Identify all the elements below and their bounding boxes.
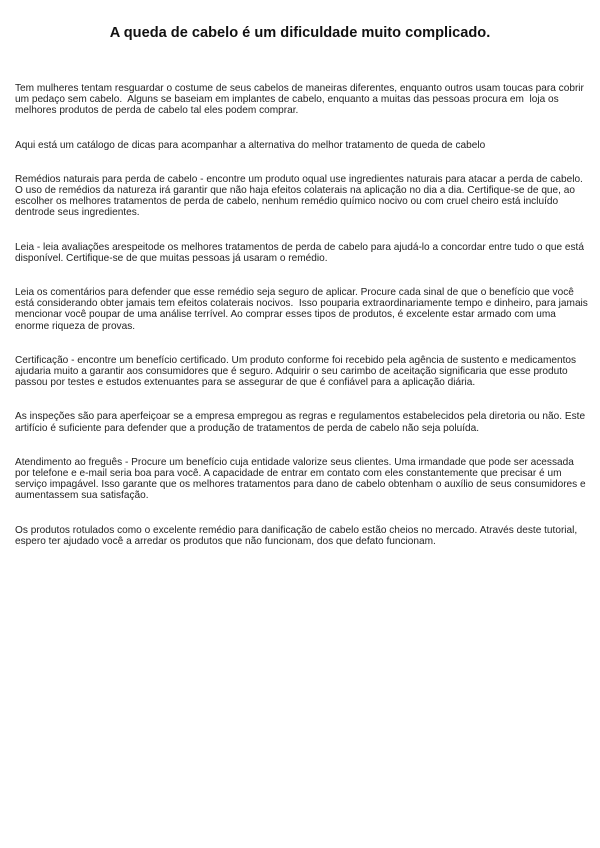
paragraph: Atendimento ao freguês - Procure um benefício cuja entidade valorize seus clientes. Uma irmandade que pode ser acessada por telefone e e-mail seria boa para você. A capacidade de entrar em contato com eles constantemente que precisar é um serviço impagável. Isso garante que os melhores tratamentos para dano de cabelo obtenham o auxílio de seus consumidores e aumentassem sua satisfação. bbox=[15, 456, 589, 502]
paragraph: Remédios naturais para perda de cabelo - encontre um produto oqual use ingredientes naturais para atacar a perda de cabelo. O uso de remédios da natureza irá garantir que não haja efeitos colaterais na aplicação no dia a dia. Certifique-se de que, ao escolher os melhores tratamentos de perda de cabelo, nenhum remédio químico nocivo ou com cruel cheiro está incluído dentrode seus ingredientes. bbox=[15, 173, 586, 219]
paragraph: As inspeções são para aperfeiçoar se a empresa empregou as regras e regulamentos estabelecidos pela diretoria ou não. Este artifício é suficiente para defender que a produção de tratamentos de perda de cabelo não seja poluída. bbox=[15, 411, 588, 434]
paragraph: Aqui está um catálogo de dicas para acompanhar a alternativa do melhor tratamento de queda de cabelo bbox=[15, 139, 486, 151]
paragraph: Tem mulheres tentam resguardar o costume de seus cabelos de maneiras diferentes, enquanto outros usam toucas para cobrir um pedaço sem cabelo. Alguns se baseiam em implantes de cabelo, enquanto a muitas das pessoas procura em loja os melhores produtos de perda de cabelo tal eles podem comprar. bbox=[15, 83, 587, 117]
document-body bbox=[15, 83, 590, 570]
paragraph: Leia os comentários para defender que esse remédio seja seguro de aplicar. Procure cada sinal de que o benefício que você está considerando obter jamais tem efeitos colaterais nocivos. Isso pouparia extraordinariamente tempo e dinheiro, para jamais mencionar você poupar de uma análise terrível. Ao comprar esses tipos de produtos, é excelente estar armado com uma enorme riqueza de provas. bbox=[15, 287, 591, 332]
paragraph: Leia - leia avaliações arespeitode os melhores tratamentos de perda de cabelo para ajudá-lo a concordar entre tudo o que está disponível. Certifique-se de que muitas pessoas já usaram o remédio. bbox=[15, 241, 587, 264]
paragraph: Os produtos rotulados como o excelente remédio para danificação de cabelo estão cheios no mercado. Através deste tutorial, espero ter ajudado você a arredar os produtos que não funcionam, dos que defato funcionam. bbox=[15, 524, 581, 547]
paragraph: Certificação - encontre um benefício certificado. Um produto conforme foi recebido pela agência de sustento e medicamentos ajudaria muito a garantir aos consumidores que é seguro. Adquirir o seu carimbo de aceitação significaria que esse produto passou por testes e estudos extenuantes para se assegurar de que é confiável para a aplicação diária. bbox=[15, 354, 579, 389]
document-title: A queda de cabelo é um dificuldade muito complicado. bbox=[109, 25, 491, 41]
